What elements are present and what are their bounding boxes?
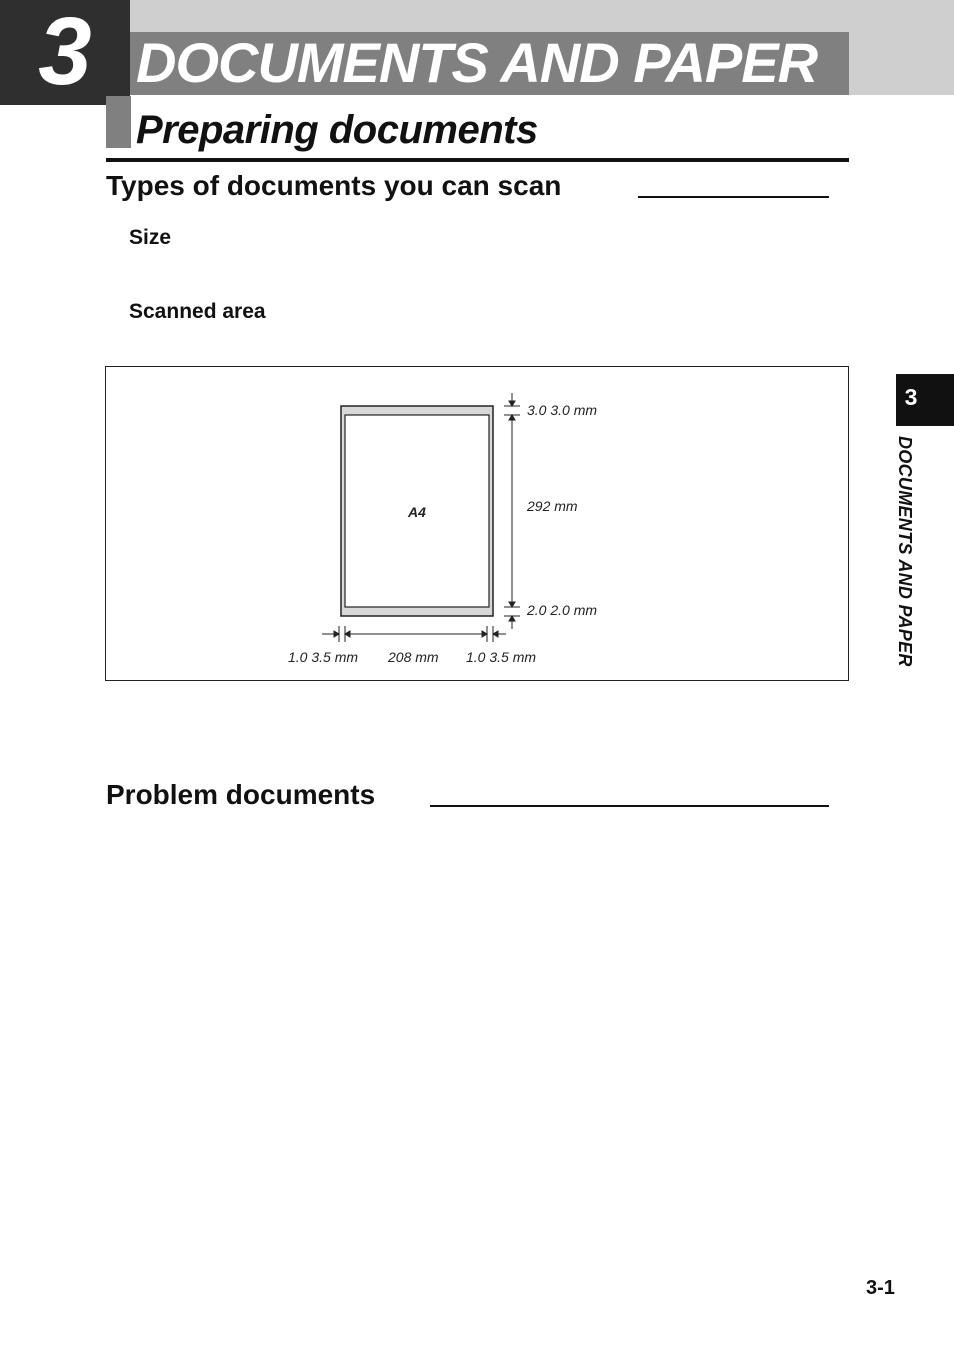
height-label: 292 mm: [527, 498, 578, 514]
heading-types-of-documents: Types of documents you can scan: [106, 170, 562, 201]
chapter-title: DOCUMENTS AND PAPER: [136, 31, 818, 94]
subheading-size: Size: [129, 226, 172, 249]
subheading-scanned-area: Scanned area: [129, 300, 266, 323]
width-label: 208 mm: [388, 649, 439, 665]
section-title: Preparing documents: [136, 108, 538, 152]
horizontal-dimension: [322, 626, 506, 642]
bottom-margin-label: 2.0 2.0 mm: [527, 602, 598, 618]
section-marker: [106, 96, 131, 148]
paper-label: A4: [408, 504, 426, 520]
heading-problem-documents: Problem documents: [106, 779, 376, 810]
top-margin-label: 3.0 3.0 mm: [527, 402, 598, 418]
page-number: 3-1: [866, 1277, 895, 1299]
left-margin-label: 1.0 3.5 mm: [288, 649, 359, 665]
diagram-canvas: [106, 367, 848, 680]
chapter-tab-number: 3: [904, 384, 918, 410]
heading-rule: [638, 196, 829, 198]
chapter-tab-label: DOCUMENTS AND PAPER: [895, 436, 915, 667]
scanned-area-diagram: [105, 366, 849, 681]
chapter-tab: [896, 374, 954, 426]
right-margin-label: 1.0 3.5 mm: [466, 649, 537, 665]
chapter-number-block: [0, 0, 130, 105]
vertical-dimension: [504, 393, 520, 629]
section-rule: [106, 158, 849, 162]
chapter-number: 3: [38, 0, 92, 105]
heading-rule: [430, 805, 829, 807]
